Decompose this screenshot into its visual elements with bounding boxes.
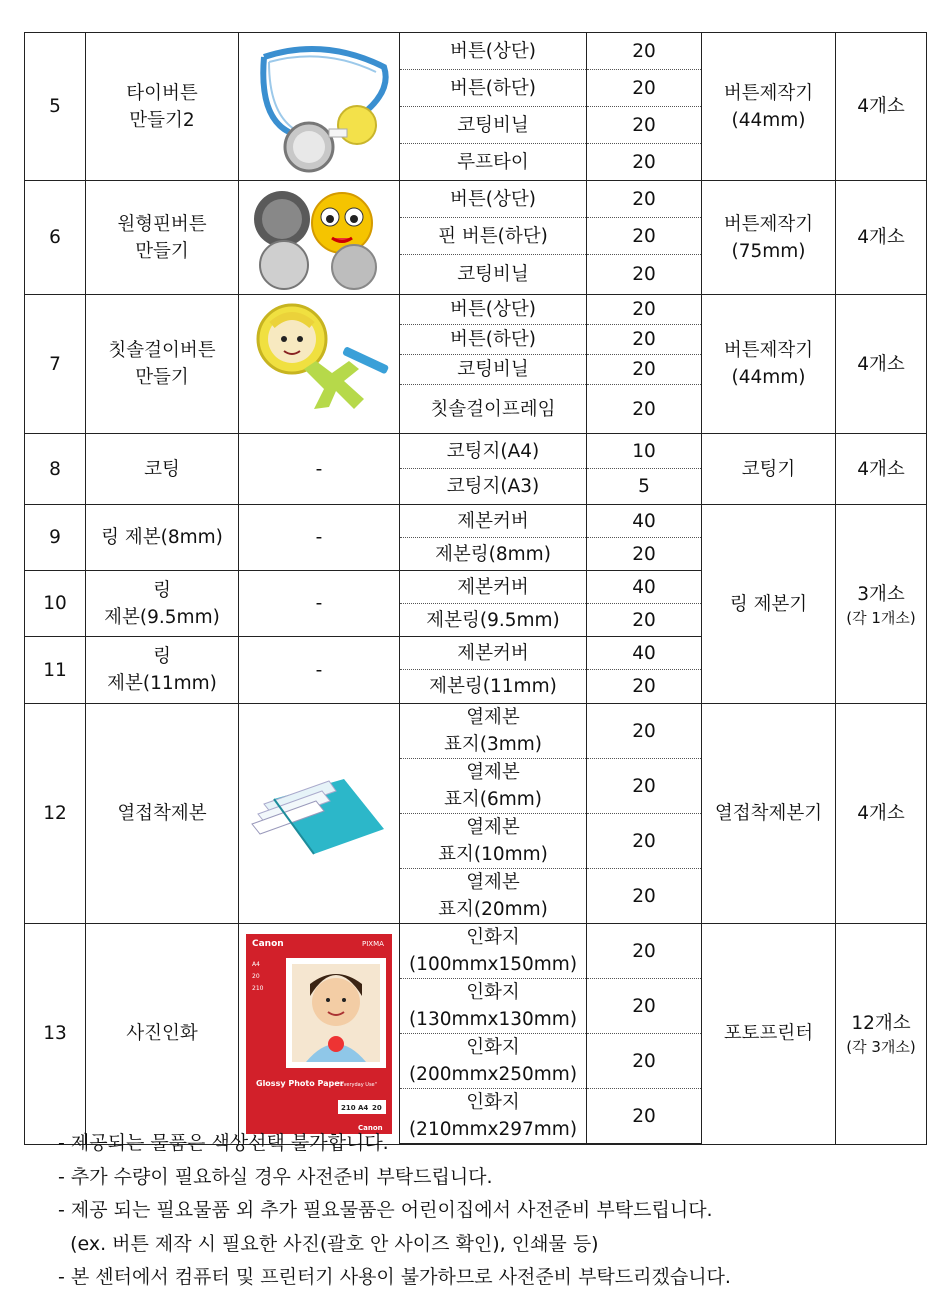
item-quantity: 20 (587, 325, 702, 355)
activity-name: 타이버튼 만들기2 (86, 33, 239, 181)
equipment: 포토프린터 (702, 924, 836, 1145)
activity-name: 링 제본(8mm) (86, 505, 239, 571)
toothbrush-holder-photo (239, 295, 400, 434)
item-quantity: 40 (587, 637, 702, 670)
activity-name: 사진인화 (86, 924, 239, 1145)
item-quantity: 20 (587, 181, 702, 218)
no-image-dash: - (239, 505, 400, 571)
item-name: 버튼(상단) (400, 295, 587, 325)
item-quantity: 20 (587, 355, 702, 385)
equipment: 링 제본기 (702, 505, 836, 704)
station-count: 4개소 (836, 33, 927, 181)
pin-button-image (244, 183, 394, 293)
item-quantity: 20 (587, 704, 702, 759)
item-name: 제본커버 (400, 637, 587, 670)
row-number: 9 (25, 505, 86, 571)
equipment: 열접착제본기 (702, 704, 836, 924)
item-name: 코팅지(A4) (400, 434, 587, 469)
item-quantity: 20 (587, 869, 702, 924)
item-quantity: 20 (587, 70, 702, 107)
photo-paper-package-image (246, 934, 392, 1134)
station-count: 4개소 (836, 295, 927, 434)
station-count: 3개소 (각 1개소) (836, 505, 927, 704)
item-name: 제본링(9.5mm) (400, 604, 587, 637)
station-count: 4개소 (836, 434, 927, 505)
svg-text:Canon: Canon (252, 938, 284, 949)
table-row (25, 704, 927, 759)
item-quantity: 20 (587, 218, 702, 255)
pin-button-photo (239, 181, 400, 295)
thermal-binding-cover-image (244, 759, 394, 869)
row-number: 12 (25, 704, 86, 924)
item-name: 열제본 표지(10mm) (400, 814, 587, 869)
activity-name: 코팅 (86, 434, 239, 505)
svg-text:210: 210 (252, 984, 264, 992)
item-quantity: 20 (587, 1089, 702, 1145)
no-image-dash: - (239, 637, 400, 704)
lanyard-button-image (244, 37, 394, 177)
notes-list (58, 1127, 731, 1295)
activity-name: 링 제본(9.5mm) (86, 571, 239, 637)
item-quantity: 40 (587, 505, 702, 538)
item-quantity: 20 (587, 670, 702, 704)
item-name: 버튼(하단) (400, 70, 587, 107)
svg-text:210: 210 (341, 1103, 356, 1112)
row-number: 13 (25, 924, 86, 1145)
table-row (25, 33, 927, 70)
item-quantity: 40 (587, 571, 702, 604)
svg-text:Canon: Canon (358, 1123, 383, 1132)
item-name: 버튼(상단) (400, 181, 587, 218)
lanyard-button-photo (239, 33, 400, 181)
item-quantity: 5 (587, 469, 702, 505)
activity-name: 열접착제본 (86, 704, 239, 924)
item-quantity: 20 (587, 144, 702, 181)
item-name: 제본커버 (400, 505, 587, 538)
item-quantity: 10 (587, 434, 702, 469)
item-quantity: 20 (587, 759, 702, 814)
item-name: 코팅비닐 (400, 107, 587, 144)
svg-text:A4: A4 (252, 960, 260, 968)
item-quantity: 20 (587, 538, 702, 571)
item-name: 인화지 (100mmx150mm) (400, 924, 587, 979)
activity-name: 링 제본(11mm) (86, 637, 239, 704)
table-row (25, 434, 927, 469)
svg-text:Glossy Photo Paper: Glossy Photo Paper (256, 1078, 344, 1088)
activity-name: 칫솔걸이버튼 만들기 (86, 295, 239, 434)
item-quantity: 20 (587, 255, 702, 295)
svg-text:A4: A4 (358, 1103, 369, 1112)
row-number: 8 (25, 434, 86, 505)
row-number: 7 (25, 295, 86, 434)
item-name: 인화지 (210mmx297mm) (400, 1089, 587, 1145)
item-quantity: 20 (587, 107, 702, 144)
item-name: 버튼(하단) (400, 325, 587, 355)
svg-text:PIXMA: PIXMA (362, 939, 384, 948)
photo-paper-package-photo (239, 924, 400, 1145)
item-name: 제본커버 (400, 571, 587, 604)
item-name: 코팅비닐 (400, 255, 587, 295)
equipment: 버튼제작기 (44mm) (702, 295, 836, 434)
note-item: - 추가 수량이 필요하실 경우 사전준비 부탁드립니다. (58, 1165, 493, 1188)
item-quantity: 20 (587, 604, 702, 637)
supply-table (24, 32, 927, 1145)
item-name: 제본링(11mm) (400, 670, 587, 704)
row-number: 6 (25, 181, 86, 295)
item-name: 칫솔걸이프레임 (400, 385, 587, 434)
item-name: 핀 버튼(하단) (400, 218, 587, 255)
item-name: 인화지 (200mmx250mm) (400, 1034, 587, 1089)
row-number: 11 (25, 637, 86, 704)
item-quantity: 20 (587, 33, 702, 70)
item-name: 열제본 표지(3mm) (400, 704, 587, 759)
item-name: 코팅비닐 (400, 355, 587, 385)
no-image-dash: - (239, 571, 400, 637)
thermal-binding-cover-photo (239, 704, 400, 924)
note-item: - 본 센터에서 컴퓨터 및 프린터기 사용이 불가하므로 사전준비 부탁드리겠습니다. (58, 1266, 731, 1288)
station-count: 12개소 (각 3개소) (836, 924, 927, 1145)
activity-name: 원형핀버튼 만들기 (86, 181, 239, 295)
item-quantity: 20 (587, 979, 702, 1034)
note-item: - 제공 되는 필요물품 외 추가 필요물품은 어린이집에서 사전준비 부탁드립니다. (58, 1199, 713, 1221)
item-quantity: 20 (587, 1034, 702, 1089)
table-row (25, 505, 927, 538)
table-row (25, 181, 927, 218)
toothbrush-holder-image (244, 299, 394, 429)
item-name: 열제본 표지(6mm) (400, 759, 587, 814)
equipment: 코팅기 (702, 434, 836, 505)
item-name: 열제본 표지(20mm) (400, 869, 587, 924)
row-number: 10 (25, 571, 86, 637)
item-name: 버튼(상단) (400, 33, 587, 70)
equipment: 버튼제작기 (44mm) (702, 33, 836, 181)
row-number: 5 (25, 33, 86, 181)
station-count: 4개소 (836, 181, 927, 295)
item-name: 인화지 (130mmx130mm) (400, 979, 587, 1034)
item-quantity: 20 (587, 814, 702, 869)
no-image-dash: - (239, 434, 400, 505)
svg-text:20: 20 (252, 972, 260, 980)
equipment: 버튼제작기 (75mm) (702, 181, 836, 295)
table-row (25, 924, 927, 979)
note-item: - 제공되는 물품은 색상선택 불가합니다. (58, 1132, 389, 1154)
svg-text:20: 20 (372, 1103, 382, 1112)
station-count: 4개소 (836, 704, 927, 924)
item-quantity: 20 (587, 295, 702, 325)
item-quantity: 20 (587, 385, 702, 434)
item-name: 제본링(8mm) (400, 538, 587, 571)
item-name: 루프타이 (400, 144, 587, 181)
item-quantity: 20 (587, 924, 702, 979)
item-name: 코팅지(A3) (400, 469, 587, 505)
table-row (25, 295, 927, 325)
svg-text:"Everyday Use": "Everyday Use" (338, 1081, 377, 1088)
note-item: (ex. 버튼 제작 시 필요한 사진(괄호 안 사이즈 확인), 인쇄물 등) (58, 1232, 599, 1255)
